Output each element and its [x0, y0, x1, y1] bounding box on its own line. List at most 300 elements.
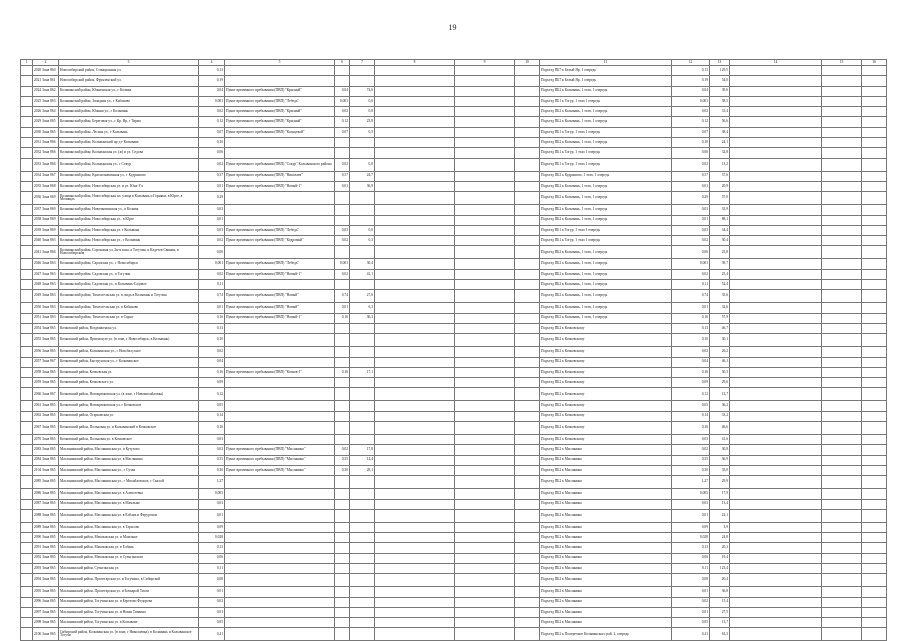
cell-id: 2037 Зона 869	[33, 205, 59, 215]
cell-v13: 57,9	[710, 313, 730, 323]
cell-name: Маслянинский район, Маслянинская ул., г Михайловское, с Скалой	[59, 476, 199, 489]
cell-empty	[862, 117, 887, 127]
cell-empty	[21, 476, 33, 489]
cell-empty	[862, 553, 887, 563]
cell-v13: 25,8	[710, 246, 730, 259]
cell-c6: 0,001	[335, 96, 350, 106]
cell-name: Колыванский район, Колыванская ул., г Сокур	[59, 158, 199, 171]
cell-empty	[515, 476, 540, 489]
cell-id: 2041 Зона 866	[33, 246, 59, 259]
cell-empty	[21, 205, 33, 215]
cell-empty	[21, 138, 33, 148]
cell-empty	[21, 553, 33, 563]
cell-empty	[455, 269, 515, 279]
cell-ps: Подъезд ПБ2 к Колывань, 1 этап, 1 очередь	[540, 280, 672, 290]
cell-v13: 22,1	[710, 509, 730, 522]
cell-v12: 0,13	[672, 66, 710, 76]
cell-c7	[350, 347, 375, 357]
cell-v12: 0,04	[672, 357, 710, 367]
cell-empty	[515, 401, 540, 411]
cell-empty	[455, 171, 515, 181]
cell-empty	[375, 422, 455, 435]
table-row	[21, 574, 887, 587]
cell-empty	[375, 192, 455, 205]
cell-len: 0,30	[199, 465, 225, 475]
cell-empty	[822, 367, 862, 377]
cell-empty	[375, 465, 455, 475]
cell-name: Маслянинский район, Маслянинская ул. в Тарасово	[59, 522, 199, 532]
cell-empty	[515, 411, 540, 421]
cell-v13: 129,5	[710, 66, 730, 76]
table-row	[21, 138, 887, 148]
cell-empty	[822, 96, 862, 106]
cell-empty	[730, 435, 822, 445]
cell-name: Колыванский район, Новосибирская пл. улица в Колывань и Горняки, в Юрге, в Мочищах	[59, 192, 199, 205]
cell-point: Пункт временного пребывания (ПВП) "Новый-1"	[225, 269, 335, 279]
cell-empty	[21, 378, 33, 388]
table-row	[21, 303, 887, 313]
cell-id: 2087 Зона 865	[33, 499, 59, 509]
cell-empty	[375, 127, 455, 137]
table-row	[21, 435, 887, 445]
cell-point	[225, 628, 335, 641]
cell-empty	[822, 246, 862, 259]
cell-len: 0,08	[199, 574, 225, 587]
cell-point: Пункт временного пребывания (ПВП) "Красный"	[225, 117, 335, 127]
cell-empty	[822, 618, 862, 628]
cell-id: 2096 Зона 865	[33, 597, 59, 607]
cell-v13: 46,7	[710, 323, 730, 333]
cell-v12: 0,02	[672, 236, 710, 246]
cell-c6	[335, 205, 350, 215]
table-row	[21, 225, 887, 235]
cell-id: 2060 Зона 867	[33, 388, 59, 401]
cell-ps: Подъезд ПБ1 к Тогур, 1 этап 1 очередь	[540, 236, 672, 246]
table-row	[21, 489, 887, 499]
cell-name: Маслянинский район, Маслянинская ул. в Маслянино	[59, 455, 199, 465]
column-header: 11	[540, 60, 672, 66]
cell-empty	[730, 205, 822, 215]
column-header: 16	[862, 60, 887, 66]
cell-id: 2035 Зона 868	[33, 181, 59, 191]
cell-empty	[730, 411, 822, 421]
cell-c7: 12,4	[350, 455, 375, 465]
cell-empty	[730, 192, 822, 205]
cell-c6	[335, 357, 350, 367]
cell-v13: 29,9	[710, 476, 730, 489]
cell-empty	[21, 628, 33, 641]
cell-empty	[375, 205, 455, 215]
cell-empty	[822, 259, 862, 269]
cell-name: Колыванский район, Лесная ул., г Колывань	[59, 127, 199, 137]
cell-empty	[21, 313, 33, 323]
cell-empty	[21, 445, 33, 455]
cell-empty	[515, 388, 540, 401]
cell-point: Пункт временного пребывания (ПВП) "Новый"	[225, 290, 335, 303]
cell-empty	[375, 445, 455, 455]
cell-c6: 0,55	[335, 455, 350, 465]
cell-c6	[335, 543, 350, 553]
cell-point	[225, 607, 335, 617]
cell-empty	[822, 378, 862, 388]
cell-empty	[455, 628, 515, 641]
cell-name: Колыванский район, Тимелгельская ул. в Сарыг	[59, 313, 199, 323]
cell-ps: Подъезд ПБ2 к Маслянино	[540, 607, 672, 617]
cell-empty	[730, 280, 822, 290]
cell-empty	[455, 138, 515, 148]
column-header: 6	[335, 60, 350, 66]
cell-empty	[862, 522, 887, 532]
cell-name: Маслянинский район, Маслянинская ул., г Сузан	[59, 465, 199, 475]
cell-empty	[21, 76, 33, 86]
cell-name: Кочковский район, Приемскую ул. (в зоне, г Новосибирск, в Колывань)	[59, 334, 199, 347]
cell-point: Пункт временного пребывания (ПВП) "Кольцевой"	[225, 127, 335, 137]
cell-id: 2058 Зона 865	[33, 367, 59, 377]
cell-empty	[862, 66, 887, 76]
cell-empty	[730, 543, 822, 553]
cell-empty	[375, 280, 455, 290]
cell-name: Колыванский район, Краснознаменная ул., г Кудряшово	[59, 171, 199, 181]
cell-v12: 0,09	[672, 378, 710, 388]
cell-empty	[21, 401, 33, 411]
cell-id: 2033 Зона 866	[33, 158, 59, 171]
cell-len: 0,10	[199, 138, 225, 148]
cell-empty	[730, 388, 822, 401]
cell-c6: 0,02	[335, 107, 350, 117]
cell-empty	[822, 215, 862, 225]
cell-empty	[21, 225, 33, 235]
cell-ps: Подъезд ПБ2 к Маслянино	[540, 553, 672, 563]
cell-empty	[455, 181, 515, 191]
page-number: 19	[448, 23, 457, 32]
cell-c7	[350, 138, 375, 148]
cell-id: 2050 Зона 863	[33, 303, 59, 313]
cell-empty	[862, 205, 887, 215]
cell-v12: 0,06	[672, 553, 710, 563]
cell-empty	[515, 445, 540, 455]
cell-v12: 0,10	[672, 334, 710, 347]
cell-id: 2088 Зона 865	[33, 509, 59, 522]
table-row	[21, 388, 887, 401]
cell-empty	[455, 587, 515, 597]
cell-empty	[730, 499, 822, 509]
cell-empty	[455, 543, 515, 553]
cell-empty	[455, 388, 515, 401]
cell-empty	[455, 401, 515, 411]
column-header: 7	[350, 60, 375, 66]
cell-empty	[862, 607, 887, 617]
cell-v13: 30,8	[710, 445, 730, 455]
cell-len: 0,02	[199, 158, 225, 171]
cell-v12: 0,11	[672, 280, 710, 290]
cell-empty	[515, 357, 540, 367]
cell-v12: 0,12	[672, 388, 710, 401]
cell-empty	[862, 76, 887, 86]
cell-empty	[730, 357, 822, 367]
cell-empty	[375, 499, 455, 509]
cell-c7	[350, 378, 375, 388]
cell-point	[225, 489, 335, 499]
cell-c6	[335, 476, 350, 489]
cell-len: 0,02	[199, 269, 225, 279]
column-header: 3	[59, 60, 199, 66]
cell-len: 0,04	[199, 357, 225, 367]
cell-id: 2024 Зона 862	[33, 86, 59, 96]
cell-empty	[822, 455, 862, 465]
cell-c7	[350, 401, 375, 411]
cell-empty	[455, 290, 515, 303]
cell-empty	[455, 489, 515, 499]
cell-empty	[21, 148, 33, 158]
cell-id: 2059 Зона 865	[33, 378, 59, 388]
cell-empty	[730, 303, 822, 313]
cell-c7	[350, 323, 375, 333]
cell-v12: 0,16	[672, 367, 710, 377]
cell-empty	[515, 303, 540, 313]
cell-v12: 0,04	[672, 86, 710, 96]
cell-c6: 0,30	[335, 465, 350, 475]
cell-name: Новосибирский район, Станционная ул.	[59, 66, 199, 76]
cell-empty	[515, 574, 540, 587]
cell-id: 2067 Зона 865	[33, 422, 59, 435]
cell-empty	[21, 357, 33, 367]
cell-len: 0,03	[199, 435, 225, 445]
cell-v12: 0,03	[672, 435, 710, 445]
cell-id: 2036 Зона 869	[33, 192, 59, 205]
cell-c6	[335, 388, 350, 401]
cell-empty	[515, 587, 540, 597]
cell-ps: Подъезд ПБ2 к Колывань, 1 этап, 1 очередь	[540, 138, 672, 148]
cell-point	[225, 347, 335, 357]
table-row	[21, 107, 887, 117]
cell-empty	[822, 334, 862, 347]
cell-v12: 0,01	[672, 587, 710, 597]
cell-c6: 0,02	[335, 158, 350, 171]
cell-len: 0,41	[199, 628, 225, 641]
cell-c6: 0,01	[335, 303, 350, 313]
table-row	[21, 411, 887, 421]
cell-c6	[335, 280, 350, 290]
cell-empty	[862, 148, 887, 158]
cell-v12: 0,57	[672, 171, 710, 181]
cell-empty	[21, 465, 33, 475]
cell-v13: 57,0	[710, 192, 730, 205]
cell-c7	[350, 411, 375, 421]
cell-empty	[730, 628, 822, 641]
cell-v13: 54,0	[710, 76, 730, 86]
cell-v13: 29,6	[710, 378, 730, 388]
cell-empty	[515, 607, 540, 617]
cell-empty	[375, 378, 455, 388]
cell-empty	[730, 269, 822, 279]
cell-c7	[350, 489, 375, 499]
cell-v12: 0,30	[672, 465, 710, 475]
cell-v12: 0,07	[672, 127, 710, 137]
cell-empty	[515, 259, 540, 269]
cell-len: 0,001	[199, 259, 225, 269]
cell-c7: 24,7	[350, 171, 375, 181]
table-row	[21, 259, 887, 269]
cell-ps: Подъезд ПБ2 к Кочковскому	[540, 388, 672, 401]
cell-empty	[862, 411, 887, 421]
cell-empty	[455, 357, 515, 367]
cell-c6: 0,12	[335, 117, 350, 127]
cell-empty	[822, 313, 862, 323]
cell-c6	[335, 422, 350, 435]
cell-id: 2083 Зона 865	[33, 445, 59, 455]
cell-empty	[862, 489, 887, 499]
cell-name: Колыванский район, Колыванская ул. (ж) и ул. Седова	[59, 148, 199, 158]
cell-empty	[862, 476, 887, 489]
table-row	[21, 378, 887, 388]
cell-c7: 28,1	[350, 465, 375, 475]
table-row	[21, 509, 887, 522]
cell-empty	[862, 323, 887, 333]
cell-name: Маслянинский район, Маслянинская ул. в Алексеевка	[59, 489, 199, 499]
cell-empty	[375, 533, 455, 543]
cell-ps: Подъезд ПБ2 к Маслянино	[540, 489, 672, 499]
cell-empty	[375, 171, 455, 181]
cell-empty	[515, 127, 540, 137]
cell-empty	[455, 280, 515, 290]
cell-empty	[822, 347, 862, 357]
cell-empty	[375, 574, 455, 587]
cell-empty	[455, 553, 515, 563]
cell-v13: 13,7	[710, 388, 730, 401]
cell-len: 0,11	[199, 563, 225, 573]
cell-empty	[730, 96, 822, 106]
cell-ps: Подъезд ПБ2 к Колывань, 1 этап, 1 очередь	[540, 205, 672, 215]
cell-v13: 20,3	[710, 543, 730, 553]
cell-len: 1,27	[199, 476, 225, 489]
cell-empty	[455, 347, 515, 357]
cell-empty	[375, 587, 455, 597]
cell-point	[225, 357, 335, 367]
cell-c6	[335, 435, 350, 445]
cell-empty	[375, 148, 455, 158]
cell-empty	[730, 574, 822, 587]
cell-ps: Подъезд ПБ2 к Колывань, 1 этап, 1 очередь	[540, 117, 672, 127]
cell-empty	[21, 435, 33, 445]
cell-v12: 0,11	[672, 563, 710, 573]
cell-empty	[862, 269, 887, 279]
cell-empty	[730, 618, 822, 628]
cell-point	[225, 401, 335, 411]
cell-empty	[730, 489, 822, 499]
cell-empty	[822, 290, 862, 303]
table-row	[21, 587, 887, 597]
cell-c7: 27,6	[350, 290, 375, 303]
cell-empty	[862, 422, 887, 435]
cell-empty	[375, 181, 455, 191]
cell-empty	[730, 378, 822, 388]
cell-v13: 36,2	[710, 401, 730, 411]
cell-empty	[375, 489, 455, 499]
cell-len: 0,01	[199, 587, 225, 597]
cell-empty	[730, 215, 822, 225]
table-row	[21, 148, 887, 158]
cell-ps: Подъезд ПБ2 к Маслянино	[540, 465, 672, 475]
table-row	[21, 117, 887, 127]
cell-c7	[350, 148, 375, 158]
cell-len: 0,02	[199, 107, 225, 117]
cell-empty	[822, 445, 862, 455]
table-row	[21, 499, 887, 509]
cell-name: Колыванский район, Береговая ул., г Кр. Яр, г Тирма	[59, 117, 199, 127]
cell-v12: 0,02	[672, 347, 710, 357]
cell-name: Новосибирский район, Фрунзенский ул.	[59, 76, 199, 86]
table-row	[21, 171, 887, 181]
cell-point	[225, 499, 335, 509]
cell-ps: Подъезд ПБ2 к Кочковскому	[540, 357, 672, 367]
cell-empty	[730, 246, 822, 259]
cell-point	[225, 435, 335, 445]
cell-empty	[862, 127, 887, 137]
cell-v12: 0,05	[672, 618, 710, 628]
cell-empty	[862, 597, 887, 607]
cell-id: 2098 Зона 865	[33, 618, 59, 628]
cell-empty	[455, 533, 515, 543]
cell-empty	[515, 313, 540, 323]
cell-empty	[455, 225, 515, 235]
cell-c7	[350, 422, 375, 435]
cell-empty	[730, 66, 822, 76]
cell-v13: 26,2	[710, 347, 730, 357]
cell-empty	[730, 455, 822, 465]
cell-len: 0,09	[199, 378, 225, 388]
cell-empty	[515, 138, 540, 148]
cell-empty	[730, 127, 822, 137]
cell-name: Колыванский район, Тимелгельская ул. в, видь в Колывань и Тогучин	[59, 290, 199, 303]
cell-point: Пункт временного пребывания (ПВП) "Кедровый"	[225, 236, 335, 246]
cell-empty	[515, 246, 540, 259]
cell-name: Маслянинский район, Тогучинская ул. и Березово Федорова	[59, 597, 199, 607]
cell-empty	[515, 522, 540, 532]
cell-c7	[350, 553, 375, 563]
cell-point	[225, 533, 335, 543]
cell-ps: Подъезд ПБ2 к Маслянино	[540, 455, 672, 465]
cell-empty	[730, 476, 822, 489]
cell-empty	[375, 347, 455, 357]
cell-point	[225, 215, 335, 225]
cell-empty	[21, 607, 33, 617]
cell-empty	[515, 499, 540, 509]
cell-empty	[862, 86, 887, 96]
cell-point: Пункт временного пребывания (ПВП) "Красный"	[225, 86, 335, 96]
cell-empty	[375, 96, 455, 106]
cell-len: 0,55	[199, 455, 225, 465]
cell-c7: 0,8	[350, 107, 375, 117]
cell-ps: Подъезд ПБ2 к Кочковскому	[540, 401, 672, 411]
cell-empty	[862, 367, 887, 377]
table-row	[21, 158, 887, 171]
cell-empty	[822, 553, 862, 563]
cell-empty	[455, 499, 515, 509]
cell-id: 2047 Зона 863	[33, 269, 59, 279]
cell-empty	[515, 347, 540, 357]
cell-empty	[21, 259, 33, 269]
cell-empty	[822, 476, 862, 489]
cell-v12: 0,14	[672, 411, 710, 421]
cell-c6: 0,07	[335, 127, 350, 137]
cell-v13: 39,6	[710, 86, 730, 96]
cell-empty	[515, 465, 540, 475]
cell-v13: 56,6	[710, 117, 730, 127]
cell-empty	[515, 236, 540, 246]
cell-name: Маслянинский район, Мамлыкская ул. и Мамлыке	[59, 533, 199, 543]
cell-point	[225, 138, 335, 148]
cell-empty	[455, 574, 515, 587]
